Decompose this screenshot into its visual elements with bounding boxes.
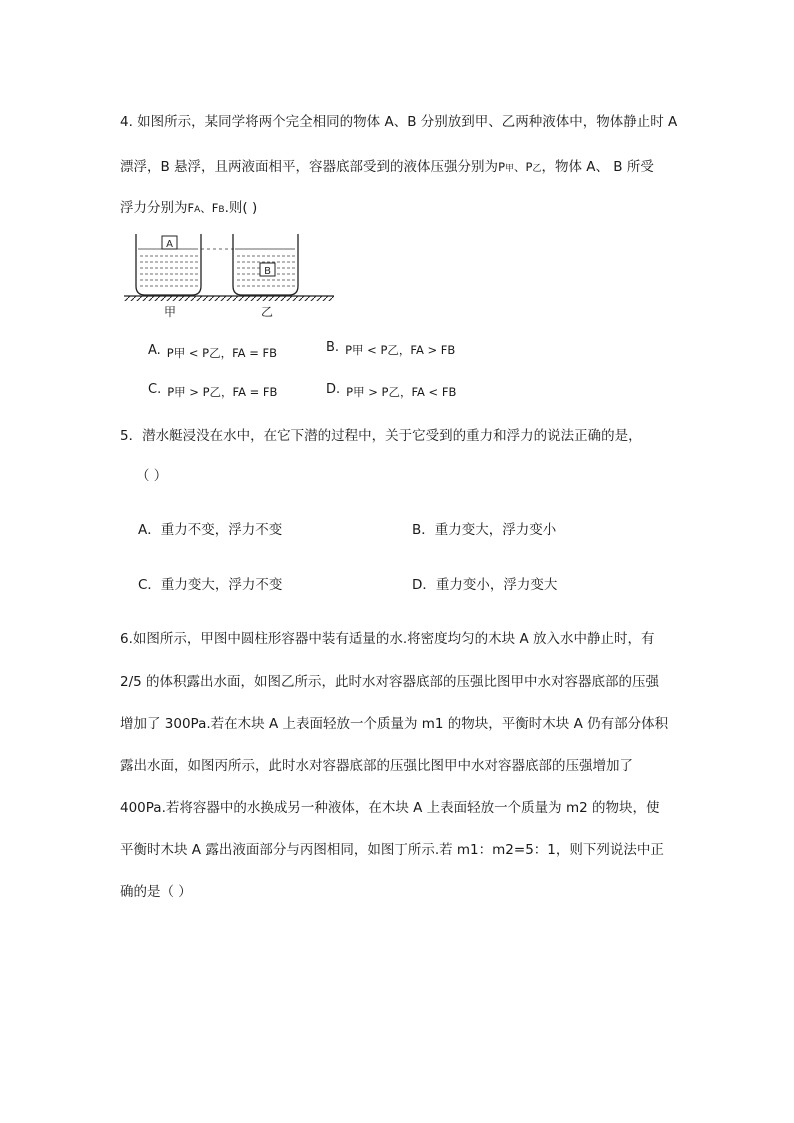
q4-line-3-text: 浮力分别为 <box>120 200 188 216</box>
q6-line-4: 露出水面，如图丙所示，此时水对容器底部的压强比图甲中水对容器底部的压强增加了 <box>120 758 633 774</box>
q4-line-2-text: 漂浮，B 悬浮，且两液面相平，容器底部受到的液体压强分别为 <box>120 159 499 175</box>
q4-option-a-text: P甲 < P乙，FA = FB <box>166 346 277 360</box>
f-b: F <box>211 201 219 215</box>
separator: 、 <box>200 201 212 215</box>
q6-line-1: 6.如图所示，甲图中圆柱形容器中装有适量的水.将密度均匀的木块 A 放入水中静止时，有 <box>120 631 655 647</box>
f-b-sub: B <box>218 205 225 215</box>
liquid-jia <box>138 249 198 286</box>
q4-option-d-text: P甲 > P乙，FA < FB <box>346 385 457 399</box>
q4-option-b-text: P甲 < P乙，FA > FB <box>345 343 456 357</box>
q6-line-2: 2/5 的体积露出水面，如图乙所示，此时水对容器底部的压强比图甲中水对容器底部的压强 <box>120 674 660 690</box>
q5-option-a[interactable]: A．重力不变，浮力不变 <box>138 522 283 538</box>
ground-hatch <box>124 296 334 301</box>
q4-line-3 <box>120 196 257 216</box>
p-jia-sub: 甲 <box>505 164 515 174</box>
q4-line-1: 4. 如图所示，某同学将两个完全相同的物体 A、B 分别放到甲、乙两种液体中，物体静止时 A <box>120 114 678 130</box>
q6-line-6: 平衡时木块 A 露出液面部分与丙图相同，如图丁所示.若 m1：m2=5：1，则下列说法中正 <box>120 842 664 858</box>
block-b-label: B <box>264 266 271 277</box>
p-jia: P <box>498 160 505 174</box>
q4-option-d-label: D. <box>326 382 341 397</box>
block-a-label: A <box>166 239 173 250</box>
q5-option-c[interactable]: C．重力变大，浮力不变 <box>138 577 283 593</box>
container-jia <box>136 234 201 295</box>
p-yi: P <box>525 160 533 174</box>
q4-option-c-label: C. <box>148 382 162 397</box>
q4-option-c[interactable] <box>148 382 277 400</box>
q5-option-b[interactable]: B．重力变大，浮力变小 <box>412 522 557 538</box>
q6-line-7: 确的是（ ） <box>120 884 192 900</box>
q5-stem: 5．潜水艇浸没在水中，在它下潜的过程中，关于它受到的重力和浮力的说法正确的是， <box>120 428 642 444</box>
q4-option-c-text: P甲 > P乙，FA = FB <box>167 385 278 399</box>
f-a-sub: A <box>194 205 201 215</box>
q6-line-3: 增加了 300Pa.若在木块 A 上表面轻放一个质量为 m1 的物块，平衡时木块 A 仍有部分体积 <box>120 716 669 732</box>
q4-option-b[interactable] <box>326 340 455 358</box>
q4-option-a-label: A. <box>148 343 161 358</box>
q4-line-2 <box>120 155 654 175</box>
separator: 、 <box>514 160 526 174</box>
p-yi-sub: 乙 <box>532 164 542 174</box>
q4-line-2-tail: ，物体 A、 B 所受 <box>541 159 654 175</box>
q6-line-5: 400Pa.若将容器中的水换成另一种液体，在木块 A 上表面轻放一个质量为 m2 的物块，使 <box>120 800 660 816</box>
container-yi <box>233 234 298 295</box>
q4-option-d[interactable] <box>326 382 456 400</box>
q4-figure <box>122 226 362 326</box>
q4-option-b-label: B. <box>326 340 340 355</box>
label-jia: 甲 <box>163 305 177 319</box>
q4-option-a[interactable] <box>148 343 277 361</box>
q5-blank: （ ） <box>136 468 168 484</box>
f-a: F <box>187 201 195 215</box>
label-yi: 乙 <box>260 305 274 319</box>
q5-option-d[interactable]: D．重力变小，浮力变大 <box>412 577 558 593</box>
q4-line-3-tail: .则( ) <box>224 200 258 216</box>
